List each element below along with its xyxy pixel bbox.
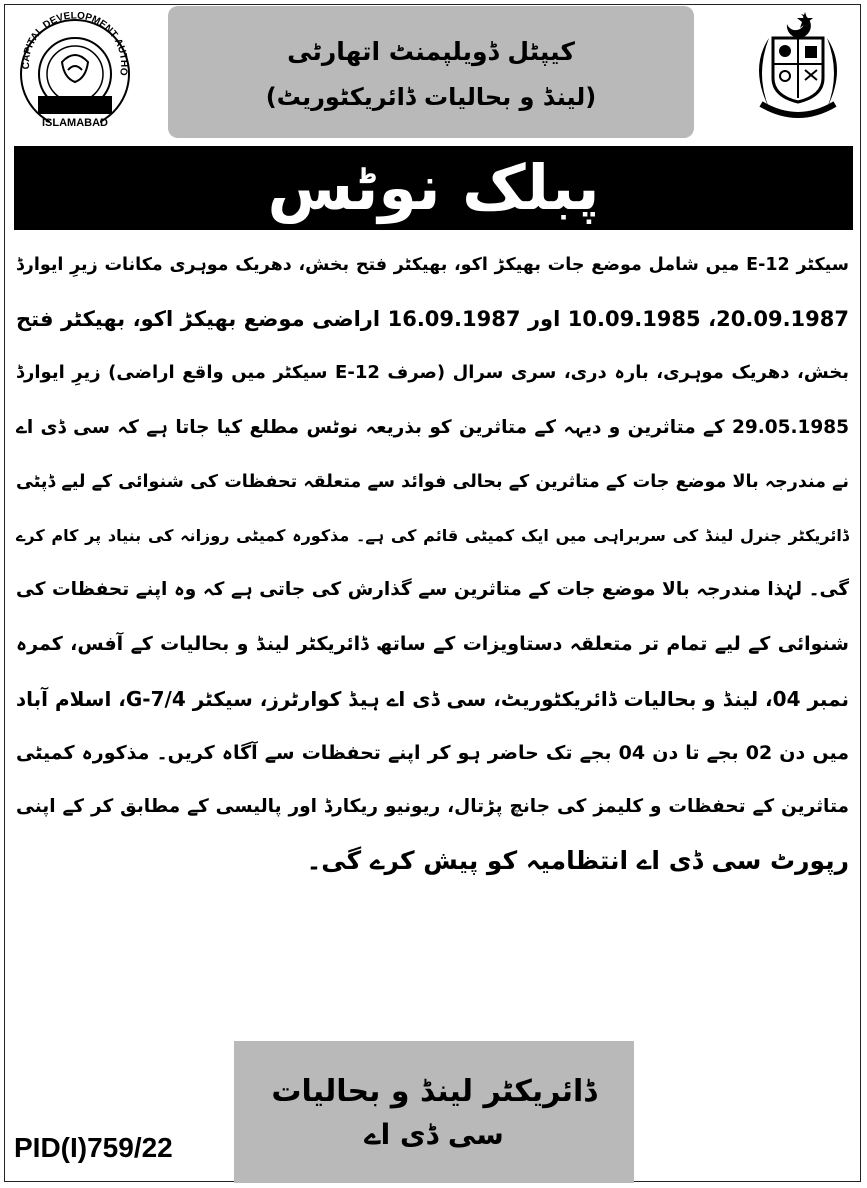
body-line: رپورٹ سی ڈی اے انتظامیہ کو پیش کرے گی۔ (306, 846, 849, 876)
signature-panel (234, 1041, 634, 1183)
notice-title: پبلک نوٹس (267, 151, 600, 224)
body-line: 29.05.1985 کے متاثرین و دیہہ کے متاثرین کو بذریعہ نوٹس مطلع کیا جاتا ہے کہ سی ڈی اے (16, 416, 849, 438)
body-line: 20.09.1987، 10.09.1985 اور 16.09.1987 اراضی موضع بھیکڑ اکو، بھیکٹر فتح (16, 307, 849, 332)
body-line: نمبر 04، لینڈ و بحالیات ڈائریکٹوریٹ، سی ڈی اے ہیڈ کوارٹرز، سیکٹر G-7/4، اسلام آباد (16, 686, 849, 711)
body-line: متاثرین کے تحفظات و کلیمز کی جانچ پڑتال، ریونیو ریکارڈ اور پالیسی کے مطابق کر کے اپنی (16, 795, 849, 817)
body-line: گی۔ لہٰذا مندرجہ بالا موضع جات کے متاثرین سے گذارش کی جاتی ہے کہ وہ اپنے تحفظات کی (16, 579, 849, 601)
header-panel (168, 6, 694, 138)
organization-name: کیپٹل ڈویلپمنٹ اتھارٹی (287, 36, 575, 66)
notice-body (16, 238, 849, 888)
pid-number: PID(I)759/22 (14, 1132, 173, 1163)
body-line: میں دن 02 بجے تا دن 04 بجے تک حاضر ہو کر اپنے تحفظات سے آگاہ کریں۔ مذکورہ کمیٹی (16, 741, 849, 764)
body-line: سیکٹر E-12 میں شامل موضع جات بھیکڑ اکو، بھیکٹر فتح بخش، دھریک موہری مکانات زیرِ ایوارڈ (16, 255, 849, 275)
directorate-name: (لینڈ و بحالیات ڈائریکٹوریٹ) (265, 82, 597, 111)
svg-text:ISLAMABAD: ISLAMABAD (42, 117, 108, 129)
svg-text:CAPITAL DEVELOPMENT AUTHORITY: CAPITAL DEVELOPMENT AUTHO (20, 12, 130, 77)
signatory-org: سی ڈی اے (364, 1117, 504, 1151)
body-line: بخش، دھریک موہری، بارہ دری، سری سرال (صرف E-12 سیکٹر میں واقع اراضی) زیرِ ایوارڈ (16, 362, 849, 384)
signatory-title: ڈائریکٹر لینڈ و بحالیات (271, 1073, 597, 1109)
notice-banner (14, 146, 853, 230)
body-line: شنوائی کے لیے تمام تر متعلقہ دستاویزات کے ساتھ ڈائریکٹر لینڈ و بحالیات کے آفس، کمرہ (16, 633, 849, 656)
pakistan-emblem (743, 8, 853, 126)
body-line: ڈائریکٹر جنرل لینڈ کی سربراہی میں ایک کمیٹی قائم کی ہے۔ مذکورہ کمیٹی روزانہ کی بنیاد پر کام کرے (16, 525, 849, 545)
body-line: نے مندرجہ بالا موضع جات کے متاثرین کے بحالی فوائد سے متعلقہ تحفظات کی شنوائی کے لیے ڈپٹی (16, 471, 849, 492)
cda-logo (10, 12, 140, 132)
